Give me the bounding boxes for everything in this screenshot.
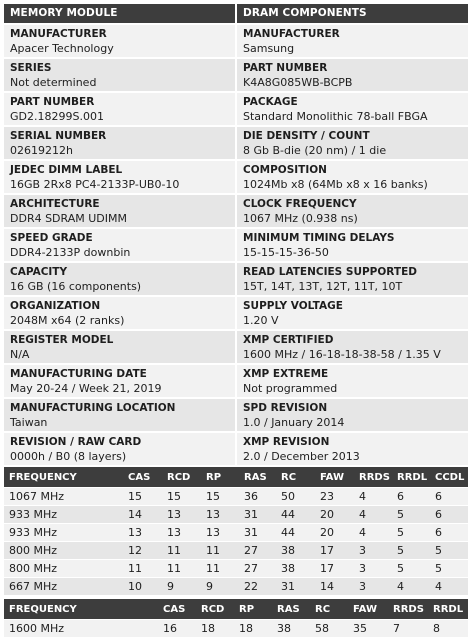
module-organization-label: ORGANIZATION bbox=[10, 300, 101, 312]
dram-supply-voltage-value: 1.20 V bbox=[243, 314, 279, 327]
dram-die-density-count-value: 8 Gb B-die (20 nm) / 1 die bbox=[243, 144, 387, 157]
jedec-cell-faw: 17 bbox=[315, 559, 354, 577]
jedec-cell-ras: 31 bbox=[239, 505, 276, 523]
jedec-cell-rp: 11 bbox=[201, 559, 239, 577]
jedec-cell-faw: 17 bbox=[315, 541, 354, 559]
jedec-cell-ras: 27 bbox=[239, 541, 276, 559]
jedec-cell-frequency: 800 MHz bbox=[4, 541, 123, 559]
module-manufacturing-date-value: May 20-24 / Week 21, 2019 bbox=[10, 382, 162, 395]
xmp-cell-rrdl: 8 bbox=[428, 619, 468, 637]
jedec-col-rp: RP bbox=[201, 467, 239, 487]
dram-read-latencies-supported-value: 15T, 14T, 13T, 12T, 11T, 10T bbox=[243, 280, 403, 293]
jedec-cell-frequency: 933 MHz bbox=[4, 505, 123, 523]
jedec-cell-cas: 10 bbox=[123, 577, 162, 595]
memory-module-header: MEMORY MODULE bbox=[4, 4, 235, 23]
dram-xmp-revision-label: XMP REVISION bbox=[243, 436, 330, 448]
xmp-cell-ras: 38 bbox=[272, 619, 310, 637]
jedec-cell-rp: 9 bbox=[201, 577, 239, 595]
dram-supply-voltage-label: SUPPLY VOLTAGE bbox=[243, 300, 343, 312]
module-manufacturing-location-cell bbox=[4, 399, 235, 431]
dram-spd-revision-cell bbox=[237, 399, 468, 431]
jedec-timings-table bbox=[4, 467, 468, 595]
module-revision-raw-card-label: REVISION / RAW CARD bbox=[10, 436, 142, 448]
jedec-col-faw: FAW bbox=[315, 467, 354, 487]
xmp-cell-rcd: 18 bbox=[196, 619, 234, 637]
dram-xmp-revision-cell bbox=[237, 433, 468, 465]
jedec-table-row bbox=[4, 505, 468, 523]
module-manufacturer-value: Apacer Technology bbox=[10, 42, 114, 55]
module-serial-number-value: 02619212h bbox=[10, 144, 73, 157]
dram-read-latencies-supported-label: READ LATENCIES SUPPORTED bbox=[243, 266, 417, 278]
dram-composition-value: 1024Mb x8 (64Mb x8 x 16 banks) bbox=[243, 178, 428, 191]
jedec-table-row bbox=[4, 541, 468, 559]
dram-xmp-extreme-value: Not programmed bbox=[243, 382, 338, 395]
module-manufacturing-date-cell bbox=[4, 365, 235, 397]
jedec-cell-rrds: 3 bbox=[354, 541, 392, 559]
jedec-cell-frequency: 667 MHz bbox=[4, 577, 123, 595]
spd-report bbox=[4, 4, 468, 637]
dram-part-number-cell bbox=[237, 59, 468, 91]
jedec-cell-rrdl: 5 bbox=[392, 523, 430, 541]
module-architecture-label: ARCHITECTURE bbox=[10, 198, 100, 210]
jedec-cell-cas: 15 bbox=[123, 487, 162, 505]
module-capacity-cell bbox=[4, 263, 235, 295]
jedec-col-ccdl: CCDL bbox=[430, 467, 468, 487]
dram-xmp-certified-label: XMP CERTIFIED bbox=[243, 334, 334, 346]
jedec-cell-rrds: 4 bbox=[354, 487, 392, 505]
jedec-cell-ras: 22 bbox=[239, 577, 276, 595]
xmp-col-frequency: FREQUENCY bbox=[4, 599, 158, 619]
jedec-cell-rc: 38 bbox=[276, 559, 315, 577]
dram-manufacturer-cell bbox=[237, 25, 468, 57]
dram-minimum-timing-delays-value: 15-15-15-36-50 bbox=[243, 246, 329, 259]
module-jedec-dimm-label-cell bbox=[4, 161, 235, 193]
dram-components-header: DRAM COMPONENTS bbox=[237, 4, 468, 23]
xmp-col-rp: RP bbox=[234, 599, 272, 619]
dram-read-latencies-supported-cell bbox=[237, 263, 468, 295]
dram-die-density-count-label: DIE DENSITY / COUNT bbox=[243, 130, 370, 142]
dram-manufacturer-value: Samsung bbox=[243, 42, 295, 55]
dram-components-column bbox=[237, 4, 468, 465]
module-revision-raw-card-cell bbox=[4, 433, 235, 465]
xmp-cell-frequency: 1600 MHz bbox=[4, 619, 158, 637]
jedec-table-row bbox=[4, 523, 468, 541]
module-jedec-dimm-label-label: JEDEC DIMM LABEL bbox=[10, 164, 123, 176]
jedec-cell-rcd: 13 bbox=[162, 523, 201, 541]
jedec-table-row bbox=[4, 487, 468, 505]
jedec-cell-rrdl: 5 bbox=[392, 505, 430, 523]
jedec-cell-rp: 15 bbox=[201, 487, 239, 505]
jedec-cell-rc: 44 bbox=[276, 523, 315, 541]
xmp-col-rrds: RRDS bbox=[388, 599, 428, 619]
jedec-cell-rrds: 3 bbox=[354, 559, 392, 577]
dram-part-number-label: PART NUMBER bbox=[243, 62, 328, 74]
dram-manufacturer-label: MANUFACTURER bbox=[243, 28, 340, 40]
jedec-cell-cas: 14 bbox=[123, 505, 162, 523]
jedec-cell-cas: 12 bbox=[123, 541, 162, 559]
memory-module-fields bbox=[4, 25, 235, 465]
jedec-cell-cas: 11 bbox=[123, 559, 162, 577]
dram-minimum-timing-delays-label: MINIMUM TIMING DELAYS bbox=[243, 232, 395, 244]
xmp-header-row bbox=[4, 599, 468, 619]
module-organization-cell bbox=[4, 297, 235, 329]
jedec-col-frequency: FREQUENCY bbox=[4, 467, 123, 487]
jedec-cell-rc: 38 bbox=[276, 541, 315, 559]
jedec-cell-rrds: 3 bbox=[354, 577, 392, 595]
dram-minimum-timing-delays-cell bbox=[237, 229, 468, 261]
jedec-cell-faw: 20 bbox=[315, 505, 354, 523]
dram-xmp-certified-value: 1600 MHz / 16-18-18-38-58 / 1.35 V bbox=[243, 348, 441, 361]
dram-spd-revision-value: 1.0 / January 2014 bbox=[243, 416, 345, 429]
module-jedec-dimm-label-value: 16GB 2Rx8 PC4-2133P-UB0-10 bbox=[10, 178, 180, 191]
jedec-cell-ccdl: 6 bbox=[430, 523, 468, 541]
dram-part-number-value: K4A8G085WB-BCPB bbox=[243, 76, 353, 89]
module-capacity-label: CAPACITY bbox=[10, 266, 68, 278]
jedec-cell-ras: 36 bbox=[239, 487, 276, 505]
module-revision-raw-card-value: 0000h / B0 (8 layers) bbox=[10, 450, 127, 463]
jedec-cell-faw: 20 bbox=[315, 523, 354, 541]
jedec-col-rcd: RCD bbox=[162, 467, 201, 487]
jedec-cell-rcd: 15 bbox=[162, 487, 201, 505]
jedec-cell-faw: 23 bbox=[315, 487, 354, 505]
jedec-cell-ras: 31 bbox=[239, 523, 276, 541]
xmp-col-cas: CAS bbox=[158, 599, 196, 619]
xmp-col-rcd: RCD bbox=[196, 599, 234, 619]
xmp-col-rc: RC bbox=[310, 599, 348, 619]
xmp-cell-faw: 35 bbox=[348, 619, 388, 637]
jedec-col-rrds: RRDS bbox=[354, 467, 392, 487]
xmp-col-faw: FAW bbox=[348, 599, 388, 619]
xmp-cell-rp: 18 bbox=[234, 619, 272, 637]
xmp-col-rrdl: RRDL bbox=[428, 599, 468, 619]
xmp-cell-rrds: 7 bbox=[388, 619, 428, 637]
dram-package-label: PACKAGE bbox=[243, 96, 298, 108]
dram-xmp-extreme-label: XMP EXTREME bbox=[243, 368, 329, 380]
module-part-number-cell bbox=[4, 93, 235, 125]
module-part-number-value: GD2.18299S.001 bbox=[10, 110, 104, 123]
module-architecture-cell bbox=[4, 195, 235, 227]
jedec-cell-frequency: 933 MHz bbox=[4, 523, 123, 541]
jedec-cell-rrds: 4 bbox=[354, 523, 392, 541]
dram-clock-frequency-value: 1067 MHz (0.938 ns) bbox=[243, 212, 358, 225]
dram-xmp-extreme-cell bbox=[237, 365, 468, 397]
jedec-header-row bbox=[4, 467, 468, 487]
dram-spd-revision-label: SPD REVISION bbox=[243, 402, 328, 414]
module-speed-grade-value: DDR4-2133P downbin bbox=[10, 246, 131, 259]
jedec-table-row bbox=[4, 559, 468, 577]
jedec-col-rrdl: RRDL bbox=[392, 467, 430, 487]
module-serial-number-cell bbox=[4, 127, 235, 159]
xmp-cell-cas: 16 bbox=[158, 619, 196, 637]
jedec-col-rc: RC bbox=[276, 467, 315, 487]
module-series-value: Not determined bbox=[10, 76, 97, 89]
module-manufacturing-date-label: MANUFACTURING DATE bbox=[10, 368, 147, 380]
module-part-number-label: PART NUMBER bbox=[10, 96, 95, 108]
jedec-cell-rrdl: 5 bbox=[392, 541, 430, 559]
jedec-cell-rcd: 11 bbox=[162, 541, 201, 559]
jedec-cell-rcd: 9 bbox=[162, 577, 201, 595]
jedec-cell-rc: 50 bbox=[276, 487, 315, 505]
dram-composition-cell bbox=[237, 161, 468, 193]
memory-module-column bbox=[4, 4, 235, 465]
dram-package-cell bbox=[237, 93, 468, 125]
dram-xmp-revision-value: 2.0 / December 2013 bbox=[243, 450, 360, 463]
dram-composition-label: COMPOSITION bbox=[243, 164, 327, 176]
module-architecture-value: DDR4 SDRAM UDIMM bbox=[10, 212, 127, 225]
module-manufacturer-label: MANUFACTURER bbox=[10, 28, 107, 40]
module-manufacturing-location-value: Taiwan bbox=[10, 416, 48, 429]
module-series-cell bbox=[4, 59, 235, 91]
dram-die-density-count-cell bbox=[237, 127, 468, 159]
jedec-cell-ccdl: 5 bbox=[430, 541, 468, 559]
jedec-cell-rrdl: 6 bbox=[392, 487, 430, 505]
jedec-cell-rcd: 13 bbox=[162, 505, 201, 523]
jedec-cell-faw: 14 bbox=[315, 577, 354, 595]
dram-supply-voltage-cell bbox=[237, 297, 468, 329]
jedec-cell-ccdl: 5 bbox=[430, 559, 468, 577]
xmp-cell-rc: 58 bbox=[310, 619, 348, 637]
module-register-model-value: N/A bbox=[10, 348, 30, 361]
jedec-cell-rp: 11 bbox=[201, 541, 239, 559]
jedec-cell-rc: 44 bbox=[276, 505, 315, 523]
jedec-table-row bbox=[4, 577, 468, 595]
module-register-model-label: REGISTER MODEL bbox=[10, 334, 114, 346]
jedec-cell-rc: 31 bbox=[276, 577, 315, 595]
dram-package-value: Standard Monolithic 78-ball FBGA bbox=[243, 110, 428, 123]
dram-xmp-certified-cell bbox=[237, 331, 468, 363]
jedec-cell-cas: 13 bbox=[123, 523, 162, 541]
jedec-cell-rp: 13 bbox=[201, 523, 239, 541]
module-register-model-cell bbox=[4, 331, 235, 363]
module-speed-grade-label: SPEED GRADE bbox=[10, 232, 93, 244]
dram-components-fields bbox=[237, 25, 468, 465]
jedec-cell-rrdl: 5 bbox=[392, 559, 430, 577]
module-series-label: SERIES bbox=[10, 62, 52, 74]
jedec-cell-frequency: 1067 MHz bbox=[4, 487, 123, 505]
jedec-cell-ras: 27 bbox=[239, 559, 276, 577]
xmp-col-ras: RAS bbox=[272, 599, 310, 619]
jedec-cell-rcd: 11 bbox=[162, 559, 201, 577]
jedec-cell-rrdl: 4 bbox=[392, 577, 430, 595]
module-organization-value: 2048M x64 (2 ranks) bbox=[10, 314, 125, 327]
jedec-col-ras: RAS bbox=[239, 467, 276, 487]
module-manufacturer-cell bbox=[4, 25, 235, 57]
dram-clock-frequency-label: CLOCK FREQUENCY bbox=[243, 198, 357, 210]
jedec-cell-ccdl: 4 bbox=[430, 577, 468, 595]
module-capacity-value: 16 GB (16 components) bbox=[10, 280, 142, 293]
jedec-cell-ccdl: 6 bbox=[430, 487, 468, 505]
module-speed-grade-cell bbox=[4, 229, 235, 261]
dram-clock-frequency-cell bbox=[237, 195, 468, 227]
jedec-col-cas: CAS bbox=[123, 467, 162, 487]
jedec-cell-rp: 13 bbox=[201, 505, 239, 523]
module-serial-number-label: SERIAL NUMBER bbox=[10, 130, 107, 142]
jedec-cell-ccdl: 6 bbox=[430, 505, 468, 523]
jedec-cell-frequency: 800 MHz bbox=[4, 559, 123, 577]
module-info-grid bbox=[4, 4, 468, 465]
xmp-timings-table bbox=[4, 599, 468, 637]
module-manufacturing-location-label: MANUFACTURING LOCATION bbox=[10, 402, 176, 414]
jedec-cell-rrds: 4 bbox=[354, 505, 392, 523]
